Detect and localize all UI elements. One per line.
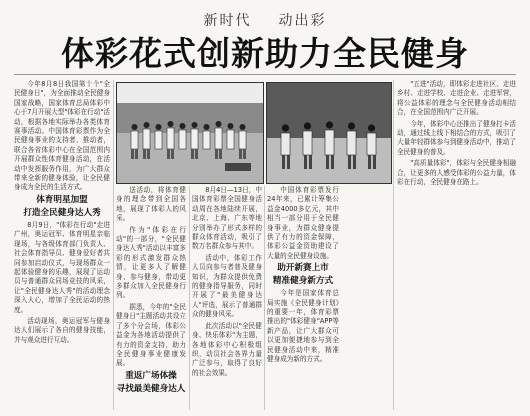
column-1-subhead-2: 打造全民健身达人秀	[23, 207, 101, 218]
kicker-left: 新时代	[203, 13, 252, 29]
column-2-paragraph-3: 据悉，今年的"全民健身日"主题活动共设立了多个分会场，体彩公益金为各地活动提供了有力的资金支持，助力全民健身事业健康发展。	[116, 302, 186, 368]
column-5-paragraph-2: 今年，体彩中心还推出了健身打卡活动，通过线上线下相结合的方式，吸引了大量年轻群体参与到健身活动中，推动了全民健身的普及。	[397, 119, 516, 156]
column-divider	[393, 80, 394, 410]
group-photo-icon	[267, 83, 391, 183]
column-5-paragraph-3: "高质量体彩"，体彩与全民健身相融合，让更多的人感受体彩的公益力量，体彩在行动，全民健身在路上。	[397, 159, 516, 187]
article-column-5	[397, 80, 516, 410]
column-4-subhead-2: 精准健身新方式	[272, 276, 334, 287]
column-1-paragraph-3: 活动现场，奥运冠军与健身达人们展示了各自的健身技能，并与观众进行互动。	[14, 316, 110, 344]
column-3-paragraph-2: 活动中，体彩工作人员向参与者普及健身知识，为群众提供免费的健身指导服务，同时开展了"最美健身达人"评选，展示了普通群众的健身风采。	[192, 253, 262, 319]
column-divider	[189, 186, 190, 410]
article-column-2	[116, 186, 186, 410]
column-3-paragraph-1: 8月4日—13日，中国体育彩票全国健身活动周在各地陆续开展，北京、上海、广东等地分别举办了形式多样的群众体育活动，吸引了数万名群众参与其中。	[192, 186, 262, 251]
column-2-subhead-1: 重返广场体操	[125, 370, 177, 381]
column-1-paragraph-2: 8月9日，"体彩在行动"走进广州，奥运冠军、体育明星亲临现场，与各级体育部门负责人、社会体育指导员、健身爱好者共同参加启动仪式，与现场群众一起体验健身的乐趣，展现了运动员与普通群众同场竞技的风采，让"全民健身达人秀"的活动理念深入人心，增加了全民运动的热度。	[14, 220, 110, 314]
photo-right-group	[266, 82, 392, 184]
column-5-paragraph-1: "五进"活动，即体彩走进社区、走进乡村、走进学校、走进企业、走进军营，将公益体彩的理念与全民健身活动相结合，在全国范围内广泛开展。	[397, 80, 516, 117]
column-2-paragraph-1: 送活动，将体育健身的理念带到全国各地，展现了体彩人的风采。	[116, 186, 186, 223]
column-2-paragraph-2: 作为"体彩在行动"的一部分，"全民健身达人秀"活动以丰富多彩的形式激发群众热情，让更多人了解健身、参与健身，带动更多群众加入全民健身行列。	[116, 225, 186, 300]
column-2-subhead-2: 寻找最美健身达人	[116, 383, 186, 394]
column-divider	[113, 80, 114, 410]
group-photo-icon	[117, 83, 263, 183]
column-4-paragraph-1: 中国体育彩票发行24年来，已累计筹集公益金4000多亿元，其中相当一部分用于全民健身事业，为群众健身提供了有力的资金保障，体彩公益金资助建设了大量的全民健身设施。	[267, 186, 339, 260]
column-1-paragraph-1: 今年8月8日我国第十个"全民健身日"，为全面推动全民健身国家战略，国家体育总局体彩中心于7月开展大型"体彩在行动"活动，根据各地实际举办各类体育赛事活动。中国体育彩票作为全民健身事业的支持者、推动者，联合各省体彩中心在全国范围内开展群众性体育健身活动，在活动中发挥服务作用，为广大群众带来全新的健身体验，让全民健身成为全民的生活方式。	[14, 80, 110, 192]
headline-divider	[14, 74, 516, 75]
page-headline: 体彩花式创新助力全民健身	[61, 34, 469, 73]
article-column-1	[14, 80, 110, 410]
article-column-4	[267, 186, 339, 410]
column-1-subhead-1: 体育明星加盟	[36, 194, 88, 205]
column-4-paragraph-2: 今年是国家体育总局实施《全民健身计划》的重要一年，体育彩票推出的"体彩健身"APP等新产品，让广大群众可以更加便捷地参与到全民健身活动中来，精准健身成为新的方式。	[267, 289, 339, 364]
column-4-subhead-1: 助开新赛上市	[277, 263, 329, 274]
column-3-paragraph-3: 此次活动以"全民健身、快乐体彩"为主题，各地体彩中心积极组织，动员社会各界力量广泛参与，取得了良好的社会效果。	[192, 321, 262, 377]
headline-kicker	[0, 10, 530, 30]
photo-left-group	[116, 82, 264, 184]
column-divider	[264, 186, 265, 410]
article-column-3	[192, 186, 262, 410]
kicker-right: 动出彩	[278, 13, 327, 29]
